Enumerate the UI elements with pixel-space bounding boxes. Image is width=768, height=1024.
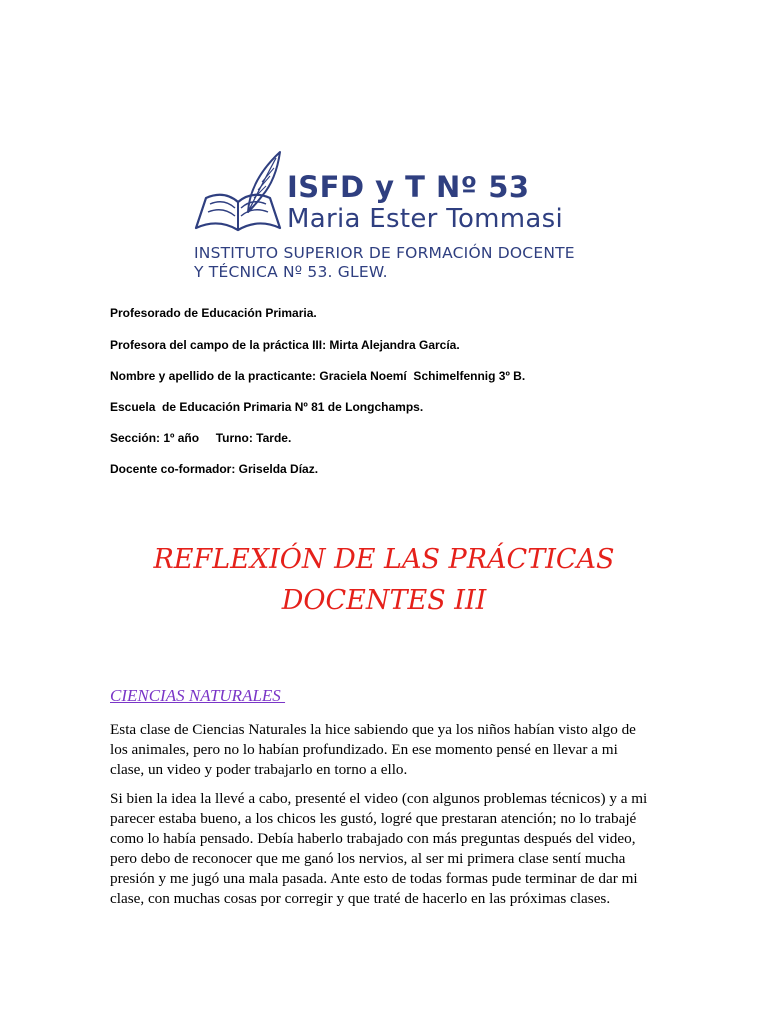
paragraph-line: clase, con muchas cosas por corregir y que traté de hacerlo en las próximas clases. xyxy=(110,890,611,907)
paragraph-1 xyxy=(110,720,670,780)
info-school: Escuela de Educación Primaria Nº 81 de Longchamps. xyxy=(110,400,424,414)
logo-title: ISFD y T Nº 53 xyxy=(287,170,530,204)
paragraph-line: Si bien la idea la llevé a cabo, presenté el video (con algunos problemas técnicos) y a mi xyxy=(110,790,648,807)
info-co-teacher: Docente co-formador: Griselda Díaz. xyxy=(110,462,319,476)
document-title-line-2: DOCENTES III xyxy=(281,585,487,616)
logo-subtitle: Maria Ester Tommasi xyxy=(287,204,564,234)
info-section: Sección: 1º año Turno: Tarde. xyxy=(110,431,292,445)
info-professor: Profesora del campo de la práctica III: Mirta Alejandra García. xyxy=(110,338,460,352)
info-student: Nombre y apellido de la practicante: Graciela Noemí Schimelfennig 3º B. xyxy=(110,369,526,383)
logo-institution-line-1: INSTITUTO SUPERIOR DE FORMACIÓN DOCENTE xyxy=(194,244,575,262)
paragraph-line: clase, un video y poder trabajarlo en torno a ello. xyxy=(110,761,408,778)
section-heading: CIENCIAS NATURALES xyxy=(110,686,286,705)
paragraph-line: pero debo de reconocer que me ganó los nervios, al ser mi primera clase sentí mucha xyxy=(110,850,626,867)
institution-logo xyxy=(188,140,600,290)
paragraph-line: Esta clase de Ciencias Naturales la hice sabiendo que ya los niños habían visto algo de xyxy=(110,721,636,738)
paragraph-2 xyxy=(110,789,670,909)
quill-feather-icon xyxy=(188,140,288,240)
paragraph-line: parecer estaba bueno, a los chicos les gustó, logré que prestaran atención; no lo trabajé xyxy=(110,810,637,827)
logo-institution-line-2: Y TÉCNICA Nº 53. GLEW. xyxy=(194,263,388,281)
document-title-line-1: REFLEXIÓN DE LAS PRÁCTICAS xyxy=(153,544,615,575)
paragraph-line: presión y me jugó una mala pasada. Ante esto de todas formas pude terminar de dar mi xyxy=(110,870,638,887)
paragraph-line: los animales, pero no lo habían profundizado. En ese momento pensé en llevar a mi xyxy=(110,741,618,758)
paragraph-line: como lo había pensado. Debía haberlo trabajado con más preguntas después del video, xyxy=(110,830,636,847)
info-program: Profesorado de Educación Primaria. xyxy=(110,306,317,320)
